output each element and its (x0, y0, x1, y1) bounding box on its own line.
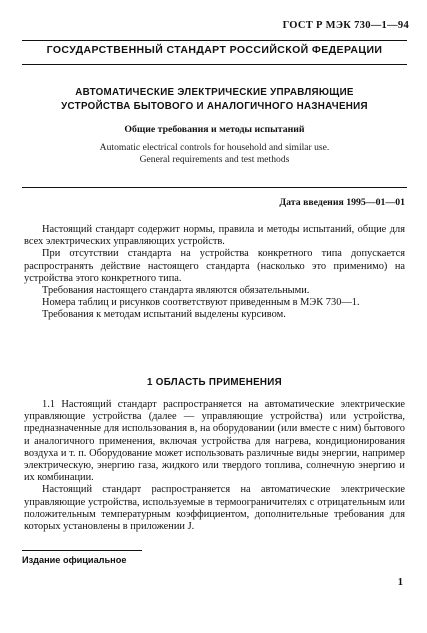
footer-rule (22, 550, 142, 551)
standard-type-heading: ГОСУДАРСТВЕННЫЙ СТАНДАРТ РОССИЙСКОЙ ФЕДЕРАЦИИ (46, 44, 383, 56)
section-paragraph: Настоящий стандарт распространяется на автоматические электрические управляющие устройства, используемые в термоограничителях с отрицательным или положительным температурным коэффициентом, дополнительные требования для которых установлены в приложении J. (24, 484, 405, 533)
section-paragraph: 1.1 Настоящий стандарт распространяется на автоматические электрические управляющие устройства (далее — управляющие устройства) или устройства, предназначенные для использования в, на оборудовании (или вместе с ним) бытового и аналогичного применения, включая устройства для нагрева, кондиционирования воздуха и т. п. Оборудование может использовать различные виды энергии, например электрическую, энергию газа, жидкого или твердого топлива, солнечную энергию и их комбинации. (24, 399, 405, 484)
page-number: 1 (397, 577, 403, 588)
intro-paragraph: При отсутствии стандарта на устройства конкретного типа допускается распространять действие настоящего стандарта (насколько это применимо) на устройства этого конкретного типа. (24, 248, 405, 284)
title-line-1: АВТОМАТИЧЕСКИЕ ЭЛЕКТРИЧЕСКИЕ УПРАВЛЯЮЩИЕ (75, 87, 354, 98)
document-code: ГОСТ Р МЭК 730—1—94 (282, 20, 409, 31)
introduction-date: Дата введения 1995—01—01 (279, 197, 405, 208)
intro-paragraph: Номера таблиц и рисунков соответствуют приведенным в МЭК 730—1. (42, 297, 360, 309)
intro-text (24, 224, 405, 322)
english-title (30, 142, 399, 166)
english-title-line-1: Automatic electrical controls for household and similar use. (99, 142, 330, 153)
section-text (24, 399, 405, 533)
date-rule (22, 187, 407, 188)
intro-paragraph: Требования к методам испытаний выделены курсивом. (42, 309, 286, 321)
intro-paragraph: Требования настоящего стандарта являются обязательными. (42, 285, 310, 297)
document-title (30, 86, 399, 114)
intro-paragraph: Настоящий стандарт содержит нормы, правила и методы испытаний, общие для всех электрических управляющих устройств. (24, 224, 405, 248)
edition-label: Издание официальное (22, 555, 127, 565)
title-line-2: УСТРОЙСТВА БЫТОВОГО И АНАЛОГИЧНОГО НАЗНАЧЕНИЯ (61, 101, 368, 112)
document-subtitle: Общие требования и методы испытаний (124, 124, 305, 135)
section-heading: 1 ОБЛАСТЬ ПРИМЕНЕНИЯ (147, 377, 282, 388)
top-rule (22, 40, 407, 41)
header-rule (22, 64, 407, 65)
english-title-line-2: General requirements and test methods (139, 154, 290, 165)
